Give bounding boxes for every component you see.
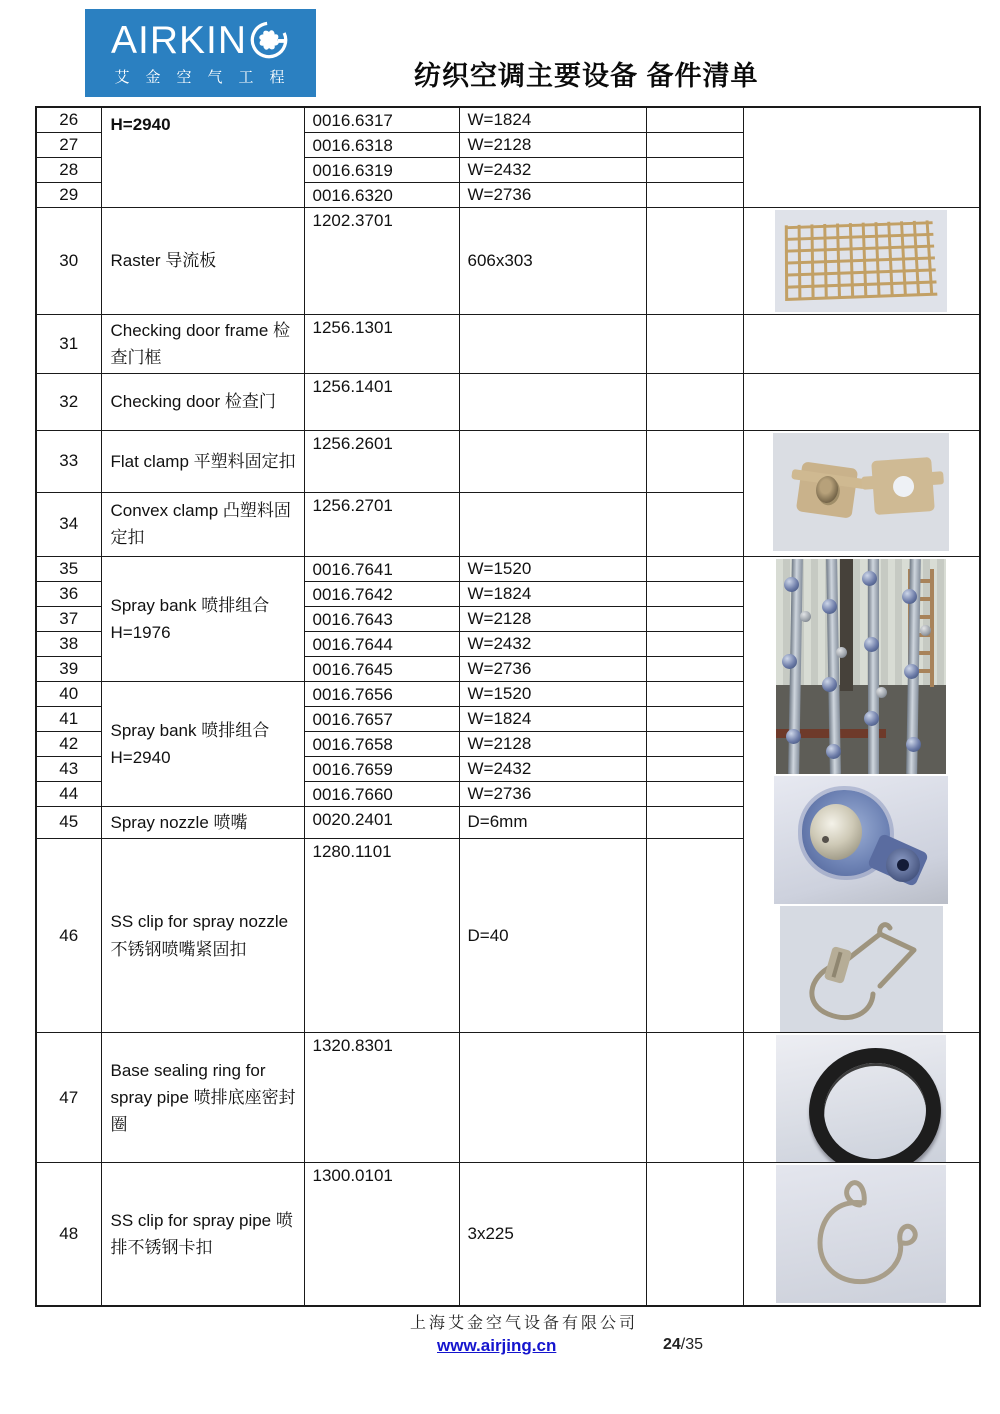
part-name-cell: Spray nozzle 喷嘴 xyxy=(101,806,304,838)
dimension-cell: W=1824 xyxy=(459,581,646,606)
row-number-cell: 42 xyxy=(36,731,101,756)
spare-cell xyxy=(646,806,743,838)
row-number-cell: 41 xyxy=(36,706,101,731)
merged-name-size: H=2940 xyxy=(110,747,171,767)
part-number-cell: 0016.7644 xyxy=(304,631,459,656)
row-number-cell: 37 xyxy=(36,606,101,631)
part-number-cell: 0016.7656 xyxy=(304,681,459,706)
page-total: /35 xyxy=(680,1336,704,1353)
merged-name-size: H=1976 xyxy=(110,622,171,642)
part-name-cell xyxy=(101,556,304,681)
part-name-cell: Checking door frame 检查门框 xyxy=(101,314,304,373)
part-number-cell: 1320.8301 xyxy=(304,1033,459,1163)
row-number-cell: 28 xyxy=(36,157,101,182)
spare-cell xyxy=(646,706,743,731)
part-number-cell: 1256.1301 xyxy=(304,314,459,373)
part-number-cell: 1280.1101 xyxy=(304,839,459,1033)
spray-nozzle-photo xyxy=(774,776,948,904)
part-name-cell: Raster 导流板 xyxy=(101,207,304,314)
part-number-cell: 0016.6317 xyxy=(304,107,459,132)
dimension-cell xyxy=(459,373,646,430)
spare-cell xyxy=(646,839,743,1033)
photo-cell xyxy=(743,1033,980,1163)
part-number-cell: 0016.7642 xyxy=(304,581,459,606)
row-number-cell: 36 xyxy=(36,581,101,606)
dimension-cell: W=2128 xyxy=(459,606,646,631)
part-number-cell: 0020.2401 xyxy=(304,806,459,838)
spare-cell xyxy=(646,430,743,492)
part-number-cell: 0016.7657 xyxy=(304,706,459,731)
part-number-cell: 0016.7660 xyxy=(304,781,459,806)
footer-website-link[interactable]: www.airjing.cn xyxy=(437,1336,557,1355)
photo-cell-empty xyxy=(743,107,980,207)
convex-clamp-shape xyxy=(871,457,935,515)
spare-cell xyxy=(646,132,743,157)
part-number-cell: 0016.7645 xyxy=(304,656,459,681)
part-name-cell: SS clip for spray pipe 喷排不锈钢卡扣 xyxy=(101,1163,304,1306)
page-title: 纺织空调主要设备 备件清单 xyxy=(414,61,759,91)
row-number-cell: 31 xyxy=(36,314,101,373)
spare-cell xyxy=(646,581,743,606)
row-number-cell: 48 xyxy=(36,1163,101,1306)
part-number-cell: 1202.3701 xyxy=(304,207,459,314)
part-name-cell: SS clip for spray nozzle 不锈钢喷嘴紧固扣 xyxy=(101,839,304,1033)
row-number-cell: 30 xyxy=(36,207,101,314)
dimension-cell: W=2736 xyxy=(459,656,646,681)
dimension-cell: W=2128 xyxy=(459,731,646,756)
spare-cell xyxy=(646,781,743,806)
row-number-cell: 46 xyxy=(36,839,101,1033)
row-number-cell: 39 xyxy=(36,656,101,681)
spare-cell xyxy=(646,107,743,132)
row-number-cell: 40 xyxy=(36,681,101,706)
row-number-cell: 38 xyxy=(36,631,101,656)
dimension-cell: W=1824 xyxy=(459,706,646,731)
row-number-cell: 47 xyxy=(36,1033,101,1163)
footer-company-name: 上海艾金空气设备有限公司 xyxy=(410,1315,639,1332)
spare-cell xyxy=(646,182,743,207)
row-number-cell: 34 xyxy=(36,492,101,556)
dimension-cell xyxy=(459,430,646,492)
dimension-cell: W=2128 xyxy=(459,132,646,157)
dimension-cell: W=2432 xyxy=(459,631,646,656)
spare-cell xyxy=(646,631,743,656)
spare-cell xyxy=(646,492,743,556)
row-number-cell: 45 xyxy=(36,806,101,838)
part-number-cell: 1256.2601 xyxy=(304,430,459,492)
dimension-cell: W=2736 xyxy=(459,781,646,806)
dimension-cell xyxy=(459,492,646,556)
photo-cell xyxy=(743,207,980,314)
part-number-cell: 1256.1401 xyxy=(304,373,459,430)
dimension-cell: 606x303 xyxy=(459,207,646,314)
part-number-cell: 0016.7643 xyxy=(304,606,459,631)
part-number-cell: 0016.7641 xyxy=(304,556,459,581)
row-number-cell: 44 xyxy=(36,781,101,806)
spare-cell xyxy=(646,373,743,430)
dimension-cell: W=1824 xyxy=(459,107,646,132)
row-number-cell: 32 xyxy=(36,373,101,430)
part-name-cell: Checking door 检查门 xyxy=(101,373,304,430)
dimension-cell xyxy=(459,314,646,373)
spare-cell xyxy=(646,681,743,706)
row-number-cell: 26 xyxy=(36,107,101,132)
merged-name-line: Spray bank 喷排组合 xyxy=(110,595,270,615)
part-name-cell: H=2940 xyxy=(101,107,304,207)
photo-cell xyxy=(743,430,980,556)
part-name-cell xyxy=(101,681,304,806)
logo-subtext: 艾金空气工程 xyxy=(114,69,301,86)
dimension-cell: 3x225 xyxy=(459,1163,646,1306)
part-number-cell: 1300.0101 xyxy=(304,1163,459,1306)
dimension-cell: W=1520 xyxy=(459,681,646,706)
flat-clamp-shape xyxy=(796,461,858,518)
row-number-cell: 43 xyxy=(36,756,101,781)
plastic-clamps-photo xyxy=(773,433,949,551)
spare-cell xyxy=(646,314,743,373)
spare-cell xyxy=(646,1163,743,1306)
footer-page-number xyxy=(663,1336,703,1354)
spare-cell xyxy=(646,731,743,756)
row-number-cell: 29 xyxy=(36,182,101,207)
pipe-clip-photo xyxy=(776,1165,946,1303)
raster-plate-photo xyxy=(775,210,947,312)
dimension-cell: W=1520 xyxy=(459,556,646,581)
sealing-ring-photo xyxy=(776,1035,946,1162)
dimension-cell: W=2736 xyxy=(459,182,646,207)
part-number-cell: 0016.6320 xyxy=(304,182,459,207)
part-number-cell: 0016.6319 xyxy=(304,157,459,182)
part-number-cell: 0016.7658 xyxy=(304,731,459,756)
part-number-cell: 0016.6318 xyxy=(304,132,459,157)
nozzle-clip-photo xyxy=(780,906,943,1032)
dimension-cell: W=2432 xyxy=(459,157,646,182)
logo-brand xyxy=(111,19,290,61)
part-number-cell: 1256.2701 xyxy=(304,492,459,556)
part-name-cell: Convex clamp 凸塑料固定扣 xyxy=(101,492,304,556)
spare-cell xyxy=(646,606,743,631)
dimension-cell: D=6mm xyxy=(459,806,646,838)
merged-name-line: Spray bank 喷排组合 xyxy=(110,720,270,740)
dimension-cell: W=2432 xyxy=(459,756,646,781)
spare-cell xyxy=(646,556,743,581)
page-current: 24 xyxy=(663,1336,681,1353)
part-name-cell: Flat clamp 平塑料固定扣 xyxy=(101,430,304,492)
row-number-cell: 27 xyxy=(36,132,101,157)
photo-cell-empty xyxy=(743,373,980,430)
part-name-cell: Base sealing ring for spray pipe 喷排底座密封圈 xyxy=(101,1033,304,1163)
spare-cell xyxy=(646,656,743,681)
airking-logo xyxy=(85,9,316,97)
row-number-cell: 33 xyxy=(36,430,101,492)
row-number-cell: 35 xyxy=(36,556,101,581)
dimension-cell xyxy=(459,1033,646,1163)
spare-cell xyxy=(646,157,743,182)
spare-cell xyxy=(646,1033,743,1163)
parts-table xyxy=(35,106,981,1307)
dimension-cell: D=40 xyxy=(459,839,646,1033)
spray-bank-photo xyxy=(776,559,946,774)
photo-cell xyxy=(743,1163,980,1306)
spare-cell xyxy=(646,207,743,314)
photo-cell-empty xyxy=(743,314,980,373)
spare-cell xyxy=(646,756,743,781)
part-number-cell: 0016.7659 xyxy=(304,756,459,781)
fan-g-icon xyxy=(248,19,290,61)
photo-cell xyxy=(743,556,980,1032)
logo-brand-text: AIRKIN xyxy=(110,18,248,62)
